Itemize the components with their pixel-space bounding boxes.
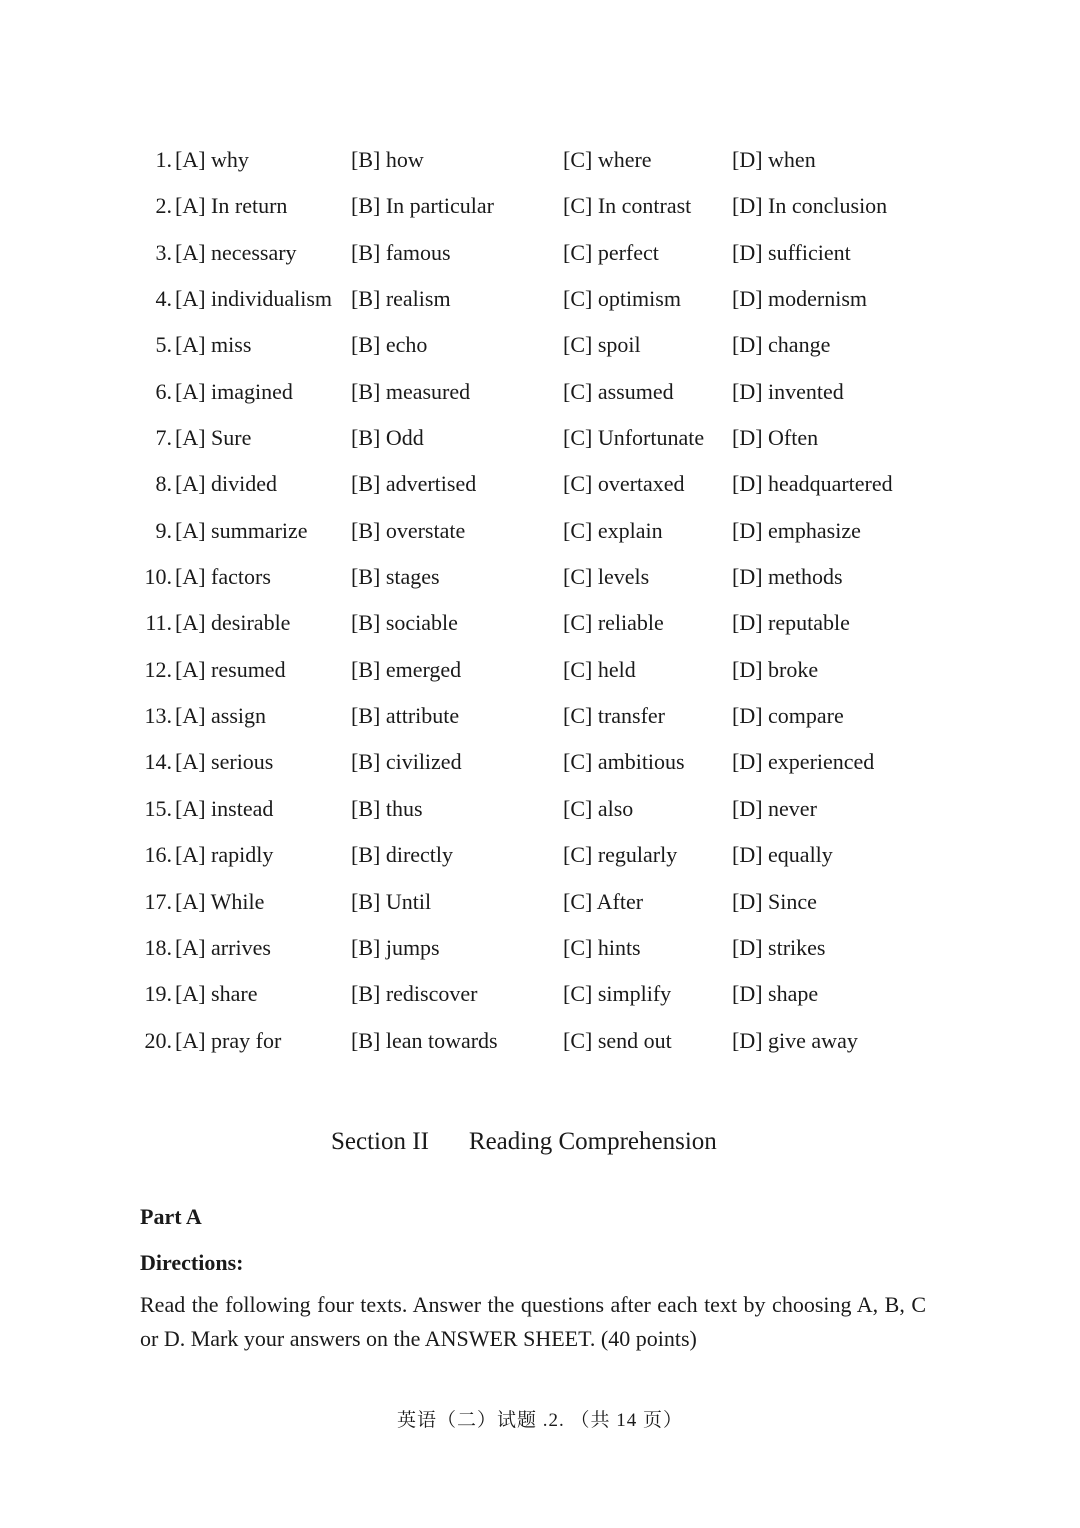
option-a: [A] arrives bbox=[175, 934, 271, 960]
option-b: [B] overstate bbox=[351, 517, 466, 543]
question-number: 12. bbox=[144, 656, 172, 682]
question-row bbox=[0, 276, 1080, 322]
option-d: [D] change bbox=[732, 332, 831, 358]
question-number: 14. bbox=[144, 749, 172, 775]
option-d: [D] broke bbox=[732, 656, 819, 682]
option-a: [A] imagined bbox=[175, 378, 293, 404]
option-b: [B] advertised bbox=[351, 471, 477, 497]
option-b: [B] Odd bbox=[351, 425, 424, 451]
question-row bbox=[0, 971, 1080, 1017]
option-d: [D] give away bbox=[732, 1027, 858, 1053]
part-label: Part A bbox=[140, 1204, 202, 1229]
question-row bbox=[0, 183, 1080, 229]
question-row bbox=[0, 369, 1080, 415]
option-b: [B] sociable bbox=[351, 610, 458, 636]
option-b: [B] civilized bbox=[351, 749, 462, 775]
option-b: [B] realism bbox=[351, 286, 451, 312]
option-d: [D] compare bbox=[732, 703, 844, 729]
question-row bbox=[0, 230, 1080, 276]
option-d: [D] headquartered bbox=[732, 471, 893, 497]
option-b: [B] attribute bbox=[351, 703, 460, 729]
option-c: [C] After bbox=[563, 888, 644, 914]
option-c: [C] perfect bbox=[563, 239, 659, 265]
option-d: [D] sufficient bbox=[732, 239, 851, 265]
option-c: [C] also bbox=[563, 795, 634, 821]
question-number: 1. bbox=[155, 147, 172, 172]
option-d: [D] Since bbox=[732, 888, 817, 914]
question-number: 10. bbox=[144, 564, 172, 590]
option-d: [D] experienced bbox=[732, 749, 875, 775]
option-a: [A] summarize bbox=[175, 517, 308, 543]
option-c: [C] held bbox=[563, 656, 636, 682]
option-a: [A] resumed bbox=[175, 656, 286, 682]
question-number: 16. bbox=[144, 842, 172, 868]
option-a: [A] assign bbox=[175, 703, 267, 729]
option-a: [A] individualism bbox=[175, 286, 333, 312]
question-row bbox=[0, 600, 1080, 646]
question-row bbox=[0, 508, 1080, 554]
option-b: [B] rediscover bbox=[351, 981, 478, 1007]
question-row bbox=[0, 461, 1080, 507]
section-number: Section II bbox=[331, 1128, 429, 1155]
question-number: 8. bbox=[155, 471, 172, 497]
option-b: [B] measured bbox=[351, 378, 471, 404]
option-d: [D] never bbox=[732, 795, 817, 821]
option-b: [B] emerged bbox=[351, 656, 462, 682]
question-row bbox=[0, 786, 1080, 832]
question-number: 5. bbox=[155, 332, 172, 358]
option-a: [A] Sure bbox=[175, 425, 252, 451]
option-c: [C] hints bbox=[563, 934, 641, 960]
option-a: [A] desirable bbox=[175, 610, 291, 636]
option-b: [B] In particular bbox=[351, 193, 494, 219]
question-number: 11. bbox=[145, 610, 172, 636]
option-d: [D] modernism bbox=[732, 286, 868, 312]
option-a: [A] In return bbox=[175, 193, 288, 219]
question-row bbox=[0, 137, 1080, 183]
option-c: [C] levels bbox=[563, 564, 650, 590]
question-row bbox=[0, 879, 1080, 925]
option-c: [C] send out bbox=[563, 1027, 672, 1053]
option-c: [C] transfer bbox=[563, 703, 666, 729]
question-number: 2. bbox=[155, 193, 172, 219]
option-d: [D] methods bbox=[732, 564, 843, 590]
question-number: 13. bbox=[144, 703, 172, 729]
option-c: [C] regularly bbox=[563, 842, 678, 868]
option-c: [C] Unfortunate bbox=[563, 425, 705, 451]
directions-text: Read the following four texts. Answer the questions after each text by choosing A, B, C or D. Mark your answers on the ANSWER SHEET. (40 points) bbox=[140, 1292, 926, 1351]
option-c: [C] assumed bbox=[563, 378, 674, 404]
option-d: [D] equally bbox=[732, 842, 833, 868]
question-number: 9. bbox=[155, 517, 172, 543]
option-b: [B] jumps bbox=[351, 934, 440, 960]
option-c: [C] where bbox=[563, 147, 652, 172]
question-number: 19. bbox=[144, 981, 172, 1007]
option-d: [D] Often bbox=[732, 425, 819, 451]
option-c: [C] ambitious bbox=[563, 749, 685, 775]
option-a: [A] While bbox=[175, 888, 265, 914]
option-d: [D] shape bbox=[732, 981, 819, 1007]
question-number: 6. bbox=[155, 378, 172, 404]
question-number: 18. bbox=[144, 934, 172, 960]
question-row bbox=[0, 693, 1080, 739]
option-d: [D] strikes bbox=[732, 934, 826, 960]
question-number: 3. bbox=[155, 239, 172, 265]
option-b: [B] lean towards bbox=[351, 1027, 498, 1053]
question-number: 17. bbox=[144, 888, 172, 914]
option-c: [C] optimism bbox=[563, 286, 681, 312]
option-d: [D] reputable bbox=[732, 610, 850, 636]
option-d: [D] In conclusion bbox=[732, 193, 888, 219]
option-a: [A] rapidly bbox=[175, 842, 274, 868]
question-number: 7. bbox=[155, 425, 172, 451]
option-a: [A] miss bbox=[175, 332, 252, 358]
option-a: [A] serious bbox=[175, 749, 274, 775]
option-d: [D] emphasize bbox=[732, 517, 861, 543]
section-title: Reading Comprehension bbox=[468, 1128, 717, 1155]
option-c: [C] In contrast bbox=[563, 193, 692, 219]
option-b: [B] how bbox=[351, 147, 424, 172]
option-a: [A] why bbox=[175, 147, 249, 172]
directions-label: Directions: bbox=[140, 1250, 244, 1275]
option-c: [C] simplify bbox=[563, 981, 672, 1007]
option-d: [D] invented bbox=[732, 378, 844, 404]
question-number: 4. bbox=[155, 286, 172, 312]
option-a: [A] divided bbox=[175, 471, 278, 497]
option-d: [D] when bbox=[732, 147, 816, 172]
option-a: [A] share bbox=[175, 981, 258, 1007]
question-number: 15. bbox=[144, 795, 172, 821]
option-c: [C] reliable bbox=[563, 610, 664, 636]
question-row bbox=[0, 322, 1080, 368]
question-row bbox=[0, 925, 1080, 971]
question-number: 20. bbox=[144, 1027, 172, 1053]
question-row bbox=[0, 554, 1080, 600]
option-a: [A] pray for bbox=[175, 1027, 282, 1053]
option-b: [B] famous bbox=[351, 239, 451, 265]
page-footer: 英语（二）试题 .2. （共 14 页） bbox=[396, 1410, 683, 1431]
question-row bbox=[0, 739, 1080, 785]
option-b: [B] Until bbox=[351, 888, 432, 914]
option-a: [A] instead bbox=[175, 795, 274, 821]
option-b: [B] stages bbox=[351, 564, 440, 590]
option-a: [A] necessary bbox=[175, 239, 297, 265]
option-c: [C] explain bbox=[563, 517, 663, 543]
question-row bbox=[0, 832, 1080, 878]
option-c: [C] spoil bbox=[563, 332, 641, 358]
option-b: [B] echo bbox=[351, 332, 428, 358]
option-a: [A] factors bbox=[175, 564, 271, 590]
question-list bbox=[0, 137, 1080, 1064]
option-b: [B] directly bbox=[351, 842, 454, 868]
question-row bbox=[0, 1018, 1080, 1064]
question-row bbox=[0, 647, 1080, 693]
option-c: [C] overtaxed bbox=[563, 471, 685, 497]
question-row bbox=[0, 415, 1080, 461]
option-b: [B] thus bbox=[351, 795, 423, 821]
section-heading bbox=[331, 1128, 717, 1156]
